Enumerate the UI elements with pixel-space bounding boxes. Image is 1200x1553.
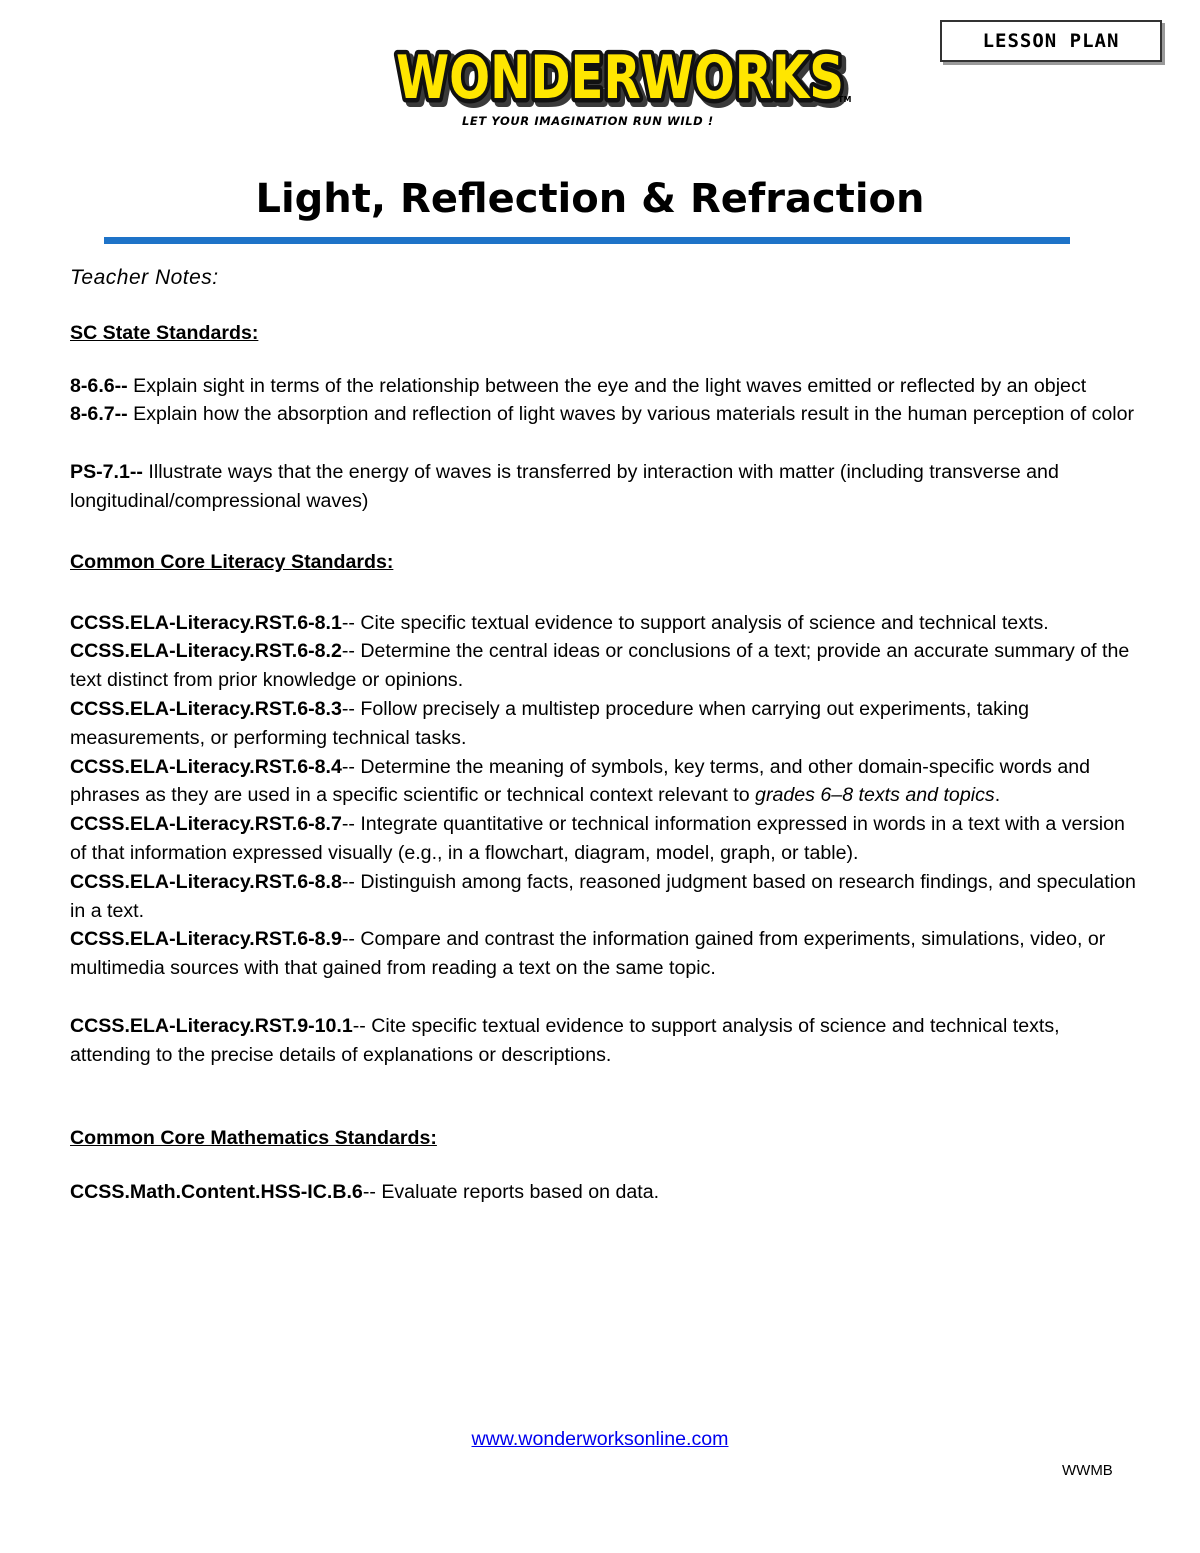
standard-item (70, 637, 1140, 695)
standard-text: -- Evaluate reports based on data. (362, 1181, 660, 1204)
standard-text: -- Cite specific textual evidence to support analysis of science and technical texts. (341, 611, 1049, 634)
standard-item (70, 400, 1140, 429)
standard-code: 8-6.7-- (70, 403, 128, 426)
standard-text: -- Compare and contrast the information gained from experiments, simulations, video, or multimedia sources with that gained from reading a text on the same topic. (70, 928, 1106, 980)
standard-code: CCSS.Math.Content.HSS-IC.B.6 (70, 1181, 363, 1204)
trademark-mark: TM (838, 95, 852, 104)
math-standards-heading: Common Core Mathematics Standards: (70, 1126, 437, 1149)
standard-text: -- Integrate quantitative or technical information expressed in words in a text with a version of that information expressed visually (e.g., in a flowchart, diagram, model, graph, or table). (70, 813, 1125, 864)
standard-text: Explain how the absorption and reflection of light waves by various materials result in the human perception of color (127, 403, 1135, 426)
standard-item (70, 1178, 1140, 1207)
sc-state-standards-heading: SC State Standards: (70, 321, 259, 344)
standard-text: -- Determine the central ideas or conclusions of a text; provide an accurate summary of the text distinct from prior knowledge or opinions. (70, 640, 1130, 692)
standard-text: -- Follow precisely a multistep procedure when carrying out experiments, taking measurements, or performing technical tasks. (70, 697, 1030, 749)
standard-code: CCSS.ELA-Literacy.RST.6-8.4 (70, 755, 342, 778)
lesson-plan-label: LESSON PLAN (982, 30, 1120, 52)
standard-text: -- Determine the meaning of symbols, key terms, and other domain-specific words and phrases as they are used in a specific scientific or technical context relevant to (70, 755, 1091, 807)
standard-code: CCSS.ELA-Literacy.RST.6-8.1 (70, 611, 342, 634)
footer-code: WWMB (1062, 1462, 1113, 1479)
wonderworks-logo-graphic (380, 22, 860, 122)
standard-code: CCSS.ELA-Literacy.RST.6-8.3 (70, 697, 342, 720)
standard-tail: . (994, 784, 1001, 807)
standard-item (70, 458, 1140, 516)
lesson-plan-badge (940, 20, 1162, 62)
logo-tagline: LET YOUR IMAGINATION RUN WILD ! (462, 114, 714, 128)
lesson-content (70, 264, 1140, 1207)
website-link-text[interactable]: www.wonderworksonline.com (471, 1428, 729, 1450)
page-title: Light, Reflection & Refraction (255, 176, 925, 222)
title-divider (104, 237, 1070, 244)
standard-item (70, 1012, 1140, 1070)
standard-code: CCSS.ELA-Literacy.RST.6-8.2 (70, 640, 342, 663)
standard-code: CCSS.ELA-Literacy.RST.6-8.7 (70, 813, 342, 836)
standard-item (70, 868, 1140, 926)
standard-code: PS-7.1-- (70, 461, 143, 484)
logo-shadow-text: WONDERWORKS (400, 47, 848, 117)
standard-item (70, 925, 1140, 983)
standard-code: 8-6.6-- (70, 374, 128, 397)
standard-italic-text: grades 6–8 texts and topics (755, 784, 995, 807)
logo-fill-text: WONDERWORKS (396, 43, 844, 113)
standard-item (70, 753, 1140, 811)
standard-item (70, 695, 1140, 753)
literacy-standards-heading: Common Core Literacy Standards: (70, 550, 394, 573)
standard-text: -- Cite specific textual evidence to support analysis of science and technical texts, attending to the precise details of explanations or descriptions. (70, 1014, 1060, 1066)
website-link[interactable] (0, 1428, 1200, 1451)
standard-code: CCSS.ELA-Literacy.RST.9-10.1 (70, 1014, 353, 1037)
standard-text: Explain sight in terms of the relationship between the eye and the light waves emitted or reflected by an object (127, 374, 1087, 397)
standard-text: -- Distinguish among facts, reasoned judgment based on research findings, and speculation in a text. (70, 870, 1136, 922)
standard-text: Illustrate ways that the energy of waves is transferred by interaction with matter (including transverse and longitudinal/compressional waves) (70, 461, 1059, 512)
standard-code: CCSS.ELA-Literacy.RST.6-8.8 (70, 870, 342, 893)
standard-item (70, 372, 1140, 401)
standard-code: CCSS.ELA-Literacy.RST.6-8.9 (70, 928, 342, 951)
teacher-notes-label: Teacher Notes: (70, 266, 219, 289)
standard-item (70, 810, 1140, 868)
logo-outline-text: WONDERWORKS (396, 43, 844, 113)
standard-item (70, 609, 1140, 638)
